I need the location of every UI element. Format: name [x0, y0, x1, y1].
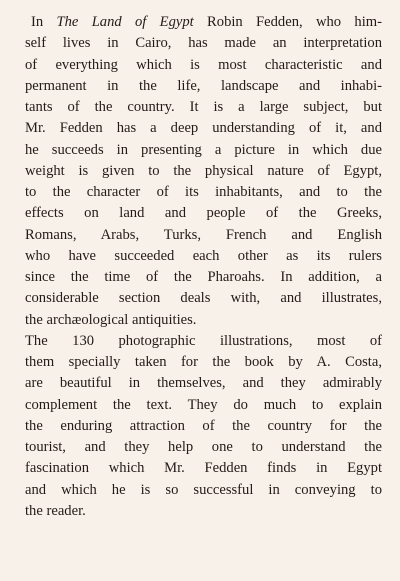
book-title: The Land of Egypt — [56, 14, 194, 30]
text-line: weight is given to the physical nature of Egypt, — [25, 162, 382, 179]
text-line: effects on land and people of the Greeks, — [25, 205, 382, 222]
paragraph-1 — [25, 12, 382, 331]
text-line: of everything which is most characteristic and — [25, 56, 382, 73]
text-line: the archæological antiquities. — [25, 311, 197, 328]
text-line: them specially taken for the book by A. Costa, — [25, 354, 382, 370]
text-line: he succeeds in presenting a picture in which due — [25, 141, 382, 158]
text-line: to the character of its inhabitants, and to the — [25, 184, 382, 200]
text-line-segment: Robin Fedden, who him- — [193, 14, 382, 30]
text-line: complement the text. They do much to explain — [25, 396, 382, 413]
text-line: Mr. Fedden has a deep understanding of it, and — [25, 120, 382, 137]
text-line: considerable section deals with, and illustrates, — [25, 290, 382, 307]
paragraph-intro: In — [31, 14, 57, 30]
text-line: fascination which Mr. Fedden finds in Egypt — [25, 460, 382, 477]
text-line: the reader. — [25, 502, 86, 519]
text-line: the enduring attraction of the country for the — [25, 417, 382, 434]
text-line: are beautiful in themselves, and they admirably — [25, 375, 382, 392]
text-line: permanent in the life, landscape and inhabi- — [25, 77, 382, 94]
paragraph-2 — [25, 331, 382, 522]
text-line: since the time of the Pharoahs. In addition, a — [25, 269, 382, 285]
text-line: Romans, Arabs, Turks, French and English — [25, 226, 382, 243]
text-line — [25, 12, 382, 33]
text-line: who have succeeded each other as its rulers — [25, 247, 382, 264]
text-line: The 130 photographic illustrations, most of — [25, 332, 382, 349]
text-line: and which he is so successful in conveying to — [25, 481, 382, 498]
text-line: tants of the country. It is a large subject, but — [25, 99, 382, 115]
text-line: self lives in Cairo, has made an interpretation — [25, 35, 382, 52]
text-line: tourist, and they help one to understand the — [25, 439, 382, 455]
